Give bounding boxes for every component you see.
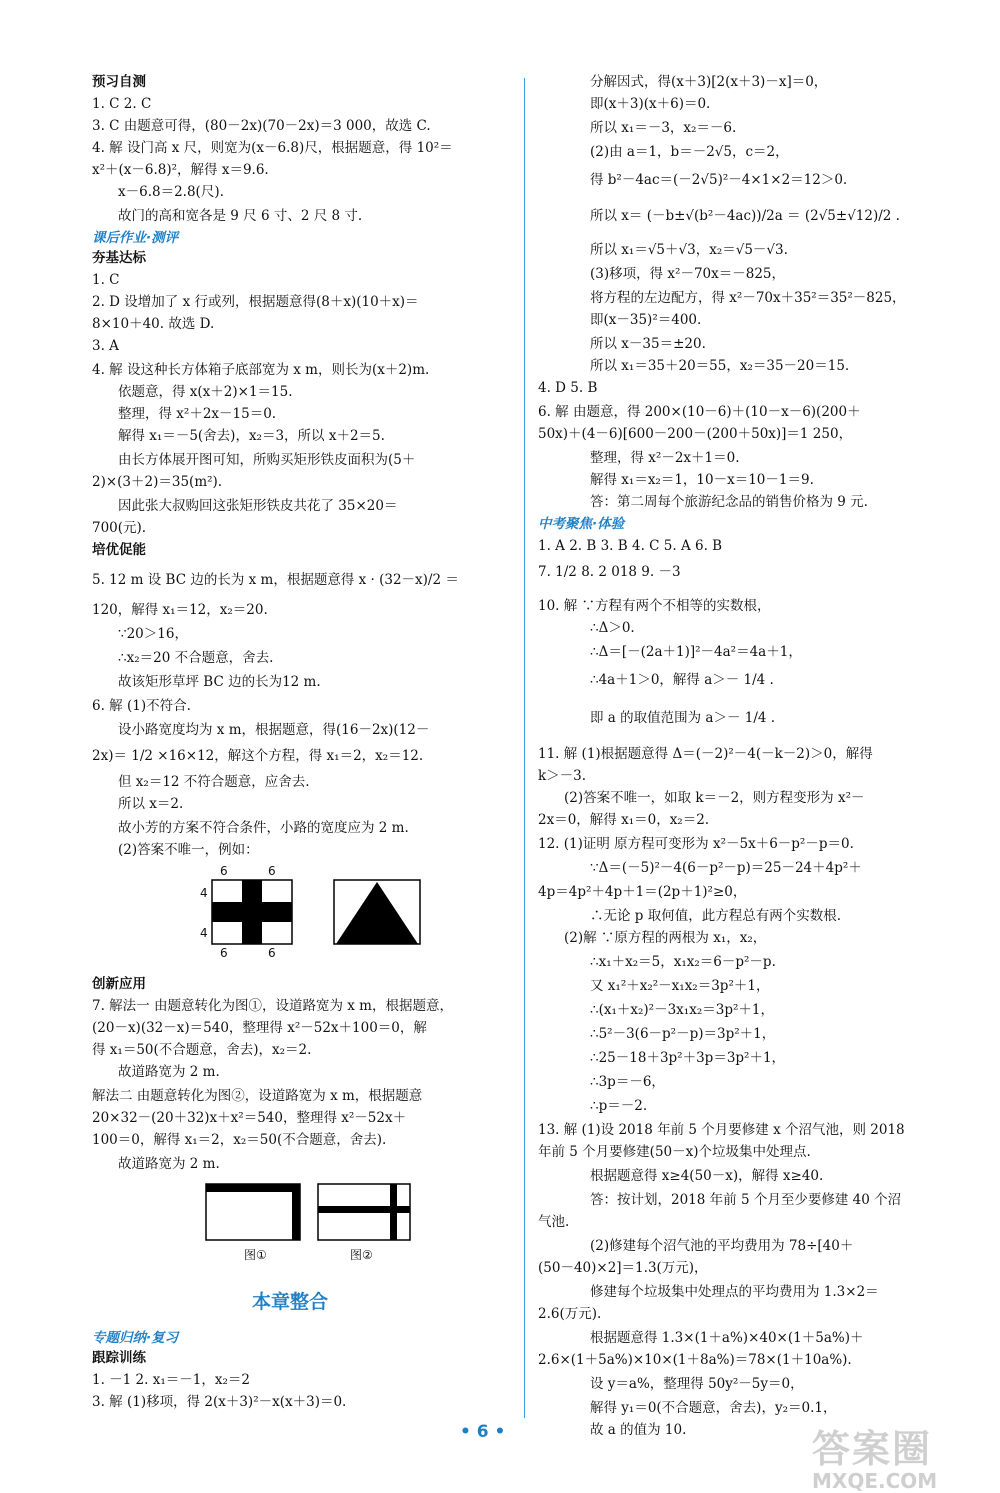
text-line: ∴4a＋1＞0，解得 a＞－ 1/4 .: [590, 672, 774, 688]
text-line: 得 b²－4ac＝(－2√5)²－4×1×2＝12＞0.: [590, 172, 848, 188]
text-line: 4. 解 设门高 x 尺，则宽为(x－6.8)尺，根据题意，得 10²＝: [92, 140, 453, 156]
text-line: ∴5²－3(6－p²－p)＝3p²＋1，: [590, 1026, 776, 1042]
section-heading: 创新应用: [92, 976, 146, 992]
text-line: 依题意，得 x(x＋2)×1＝15.: [118, 384, 293, 400]
text-line: 4. D 5. B: [538, 380, 598, 396]
watermark-logo: 答案圈: [812, 1427, 933, 1471]
text-line: 修建每个垃圾集中处理点的平均费用为 1.3×2＝: [590, 1284, 879, 1300]
section-heading: 课后作业·测评: [92, 230, 179, 246]
text-line: 11. 解 (1)根据题意得 Δ＝(－2)²－4(－k－2)＞0，解得: [538, 746, 873, 762]
text-line: ∴25－18＋3p²＋3p＝3p²＋1，: [590, 1050, 786, 1066]
text-line: ∴x₁＋x₂＝5，x₁x₂＝6－p²－p.: [590, 954, 776, 970]
text-line: 故该矩形草坪 BC 边的长为12 m.: [118, 674, 321, 690]
text-line: 解法二 由题意转化为图②，设道路宽为 x m，根据题意: [92, 1088, 423, 1104]
text-line: 1. A 2. B 3. B 4. C 5. A 6. B: [538, 538, 723, 554]
section-heading: 本章整合: [252, 1291, 329, 1313]
text-line: 所以 x＝ (－b±√(b²－4ac))/2a ＝ (2√5±√12)/2 .: [590, 208, 900, 224]
text-line: 7. 1/2 8. 2 018 9. －3: [538, 564, 681, 580]
text-line: 根据题意得 x≥4(50－x)，解得 x≥40.: [590, 1168, 824, 1184]
text-line: 120，解得 x₁＝12，x₂＝20.: [92, 602, 268, 618]
text-line: 20×32－(20＋32)x＋x²＝540，整理得 x²－52x＋: [92, 1110, 407, 1126]
text-line: ∵20＞16，: [118, 626, 188, 642]
text-line: 由长方体展开图可知，所购买矩形铁皮面积为(5＋: [118, 452, 416, 468]
text-line: 但 x₂＝12 不符合题意，应舍去.: [118, 774, 310, 790]
section-heading: 专题归纳·复习: [92, 1330, 179, 1346]
text-line: 6. 解 (1)不符合.: [92, 698, 191, 714]
text-line: (2)答案不唯一，例如：: [118, 842, 259, 858]
text-line: 故 a 的值为 10.: [590, 1422, 687, 1438]
text-line: ∴3p＝－6，: [590, 1074, 665, 1090]
text-line: k＞－3.: [538, 768, 587, 784]
text-line: 3. A: [92, 338, 119, 354]
text-line: x²＋(x－6.8)²，解得 x＝9.6.: [92, 162, 269, 178]
text-line: 故小芳的方案不符合条件，小路的宽度应为 2 m.: [118, 820, 409, 836]
text-line: 4p＝4p²＋4p＋1＝(2p＋1)²≥0，: [538, 884, 747, 900]
text-line: 设 y＝a%，整理得 50y²－5y＝0，: [590, 1376, 804, 1392]
text-line: 解得 x₁＝x₂＝1，10－x＝10－1＝9.: [590, 472, 814, 488]
text-line: 整理，得 x²－2x＋1＝0.: [590, 450, 740, 466]
text-line: x－6.8＝2.8(尺).: [118, 184, 224, 200]
text-line: 所以 x－35＝±20.: [590, 336, 706, 352]
text-line: 即 a 的取值范围为 a＞－ 1/4 .: [590, 710, 776, 726]
text-line: 700(元).: [92, 520, 147, 536]
section-heading: 中考聚焦·体验: [538, 516, 625, 532]
text-line: 将方程的左边配方，得 x²－70x＋35²＝35²－825，: [590, 290, 906, 306]
text-line: ∴(x₁＋x₂)²－3x₁x₂＝3p²＋1，: [590, 1002, 774, 1018]
column-divider: [524, 78, 525, 1418]
text-line: 1. C 2. C: [92, 96, 152, 112]
section-heading: 夯基达标: [92, 250, 146, 266]
text-line: (2)修建每个沼气池的平均费用为 78÷[40＋: [590, 1238, 854, 1254]
text-line: 50x)＋(4－6)[600－200－(200＋50x)]＝1 250，: [538, 426, 853, 442]
roads-svg: [200, 1176, 420, 1246]
text-line: 2.6(万元).: [538, 1306, 602, 1322]
text-line: ∴Δ＞0.: [590, 620, 635, 636]
text-line: 分解因式，得(x＋3)[2(x＋3)－x]＝0，: [590, 74, 828, 90]
text-line: 答：第二周每个旅游纪念品的销售价格为 9 元.: [590, 494, 868, 510]
text-line: 2)×(3＋2)＝35(m²).: [92, 474, 223, 490]
dim-bottom-6: 6: [220, 946, 228, 960]
text-line: 1. C: [92, 272, 120, 288]
text-line: (50－40)×2]＝1.3(万元)，: [538, 1260, 708, 1276]
fig-label-1: 图①: [244, 1248, 267, 1262]
dim-top-6: 6: [220, 864, 228, 878]
text-line: 10. 解 ∵方程有两个不相等的实数根，: [538, 598, 771, 614]
text-line: 2x)＝ 1/2 ×16×12，解这个方程，得 x₁＝2，x₂＝12.: [92, 748, 424, 764]
text-line: 所以 x₁＝35＋20＝55，x₂＝35－20＝15.: [590, 358, 850, 374]
text-line: 2. D 设增加了 x 行或列，根据题意得(8＋x)(10＋x)＝: [92, 294, 419, 310]
text-line: ∴p＝－2.: [590, 1098, 648, 1114]
text-line: 故门的高和宽各是 9 尺 6 寸、2 尺 8 寸.: [118, 208, 363, 224]
text-line: 5. 12 m 设 BC 边的长为 x m，根据题意得 x · (32－x)/2 ＝: [92, 572, 459, 588]
text-line: 所以 x＝2.: [118, 796, 184, 812]
text-line: 即(x＋3)(x＋6)＝0.: [590, 96, 711, 112]
text-line: 3. 解 (1)移项，得 2(x＋3)²－x(x＋3)＝0.: [92, 1394, 347, 1410]
section-heading: 预习自测: [92, 74, 146, 90]
text-line: 4. 解 设这种长方体箱子底部宽为 x m，则长为(x＋2)m.: [92, 362, 430, 378]
figure-roads: [200, 1176, 420, 1266]
text-line: 解得 y₁＝0(不合题意，舍去)，y₂＝0.1，: [590, 1400, 837, 1416]
section-heading: 培优促能: [92, 542, 146, 558]
text-line: 2x＝0，解得 x₁＝0，x₂＝2.: [538, 812, 710, 828]
text-line: (2)由 a＝1，b＝－2√5，c＝2，: [590, 144, 789, 160]
text-line: 3. C 由题意可得，(80－2x)(70－2x)＝3 000，故选 C.: [92, 118, 431, 134]
figure-cross-triangle: [200, 860, 430, 960]
text-line: 解得 x₁＝－5(舍去)，x₂＝3，所以 x＋2＝5.: [118, 428, 385, 444]
text-line: (3)移项，得 x²－70x＝－825，: [590, 266, 785, 282]
page-number: • 6 •: [460, 1422, 506, 1442]
text-line: 整理，得 x²＋2x－15＝0.: [118, 406, 277, 422]
text-line: 因此张大叔购回这张矩形铁皮共花了 35×20＝: [118, 498, 398, 514]
dim-bottom-6b: 6: [268, 946, 276, 960]
text-line: 100＝0，解得 x₁＝2，x₂＝50(不合题意，舍去).: [92, 1132, 387, 1148]
text-line: 1. －1 2. x₁＝－1，x₂＝2: [92, 1372, 250, 1388]
dim-top-6b: 6: [268, 864, 276, 878]
figure-svg: [200, 860, 430, 960]
text-line: ∴Δ＝[－(2a＋1)]²－4a²＝4a＋1，: [590, 644, 802, 660]
dim-left-4b: 4: [200, 926, 208, 940]
text-line: 6. 解 由题意，得 200×(10－6)＋(10－x－6)(200＋: [538, 404, 861, 420]
text-line: 故道路宽为 2 m.: [118, 1156, 220, 1172]
text-line: 得 x₁＝50(不合题意，舍去)，x₂＝2.: [92, 1042, 312, 1058]
text-line: (20－x)(32－x)＝540，整理得 x²－52x＋100＝0，解: [92, 1020, 427, 1036]
fig-label-2: 图②: [350, 1248, 373, 1262]
text-line: 13. 解 (1)设 2018 年前 5 个月要修建 x 个沼气池，则 2018: [538, 1122, 905, 1138]
text-line: 所以 x₁＝√5＋√3，x₂＝√5－√3.: [590, 242, 788, 258]
text-line: 年前 5 个月要修建(50－x)个垃圾集中处理点.: [538, 1144, 811, 1160]
text-line: 2.6×(1＋5a%)×10×(1＋8a%)＝78×(1＋10a%).: [538, 1352, 852, 1368]
text-line: ∴无论 p 取何值，此方程总有两个实数根.: [590, 908, 842, 924]
text-line: 又 x₁²＋x₂²－x₁x₂＝3p²＋1，: [590, 978, 770, 994]
text-line: 根据题意得 1.3×(1＋a%)×40×(1＋5a%)＋: [590, 1330, 864, 1346]
text-line: ∴x₂＝20 不合题意，舍去.: [118, 650, 274, 666]
text-line: 7. 解法一 由题意转化为图①，设道路宽为 x m，根据题意，: [92, 998, 453, 1014]
text-line: 8×10＋40. 故选 D.: [92, 316, 215, 332]
text-line: ∵Δ＝(－5)²－4(6－p²－p)＝25－24＋4p²＋: [590, 860, 862, 876]
watermark: [812, 1418, 937, 1493]
text-line: 12. (1)证明 原方程可变形为 x²－5x＋6－p²－p＝0.: [538, 836, 854, 852]
text-line: 所以 x₁＝－3，x₂＝－6.: [590, 120, 737, 136]
text-line: 即(x－35)²＝400.: [590, 312, 702, 328]
dim-left-4: 4: [200, 886, 208, 900]
text-line: 故道路宽为 2 m.: [118, 1064, 220, 1080]
text-line: (2)答案不唯一，如取 k＝－2，则方程变形为 x²－: [564, 790, 865, 806]
text-line: 答：按计划，2018 年前 5 个月至少要修建 40 个沼: [590, 1192, 902, 1208]
text-line: 气池.: [538, 1214, 570, 1230]
watermark-url: MXQE.COM: [812, 1469, 938, 1493]
section-heading: 跟踪训练: [92, 1350, 146, 1366]
text-line: 设小路宽度均为 x m，根据题意，得(16－2x)(12－: [118, 722, 430, 738]
text-line: (2)解 ∵原方程的两根为 x₁，x₂，: [564, 930, 767, 946]
